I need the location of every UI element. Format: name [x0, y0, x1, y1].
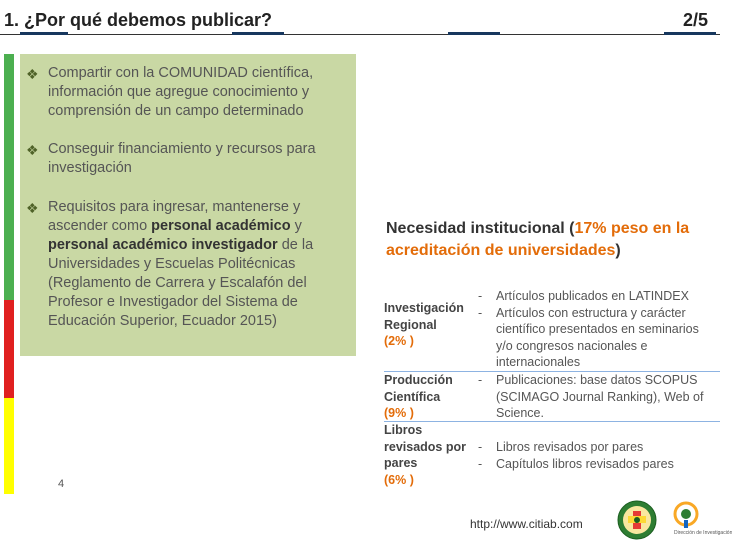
- list-item: - Libros revisados por pares: [478, 440, 644, 454]
- header-accent: [20, 32, 68, 35]
- header-accent: [448, 32, 500, 35]
- website-link[interactable]: http://www.citiab.com: [470, 517, 583, 531]
- list-item: - Publicaciones: base datos SCOPUS (SCIMAGO Journal Ranking), Web of Science.: [478, 373, 704, 420]
- diamond-bullet-icon: ❖: [26, 142, 39, 158]
- bullet-item: [26, 64, 348, 121]
- diamond-bullet-icon: ❖: [26, 200, 39, 216]
- row-items: [476, 439, 716, 472]
- row-label: Investigación Regional (2% ): [384, 301, 464, 348]
- slide-number: 4: [58, 478, 65, 490]
- color-bar-yellow: [4, 398, 14, 494]
- diamond-bullet-icon: ❖: [26, 66, 39, 82]
- row-items: [476, 288, 716, 371]
- color-bar-green: [4, 54, 14, 300]
- row-label: Producción Científica (9% ): [384, 373, 453, 420]
- list-item: - Capítulos libros revisados pares: [478, 456, 674, 471]
- university-seal-logo: [617, 500, 657, 540]
- bullet-text: Compartir con la COMUNIDAD científica, información que agregue conocimiento y comprensión de un campo determinado: [48, 65, 314, 119]
- header-accent: [232, 32, 284, 35]
- page-indicator: 2/5: [682, 10, 708, 30]
- bold-term: personal académico: [151, 218, 291, 234]
- bold-term: personal académico investigador: [48, 237, 278, 253]
- header-rule: [0, 34, 720, 35]
- bullet-item: [26, 198, 348, 331]
- color-bar-red: [4, 300, 14, 398]
- bullet-text: Conseguir financiamiento y recursos para investigación: [48, 141, 316, 176]
- row-items: [476, 372, 716, 422]
- bullet-item: [26, 140, 348, 178]
- logo-caption: Dirección de Investigación: [674, 530, 732, 536]
- list-item: - Artículos con estructura y carácter científico presentados en seminarios y/o congresos nacionales e internacionales: [478, 305, 699, 369]
- slide-title: 1. ¿Por qué debemos publicar?: [4, 10, 273, 30]
- bullet-text: Requisitos para ingresar, mantenerse y ascender como personal académico y personal académico investigador de la Universidades y Escuelas Politécnicas (Reglamento de Carrera y Escalafón del Profesor e Investigador del Sistema de Educación Superior, Ecuador 2015): [48, 199, 314, 329]
- row-label: Libros revisados por pares (6% ): [384, 423, 466, 487]
- institutional-need-heading: Necesidad institucional (17% peso en la acreditación de universidades): [386, 220, 690, 259]
- header-accent: [664, 32, 716, 35]
- list-item: - Artículos publicados en LATINDEX: [478, 289, 689, 303]
